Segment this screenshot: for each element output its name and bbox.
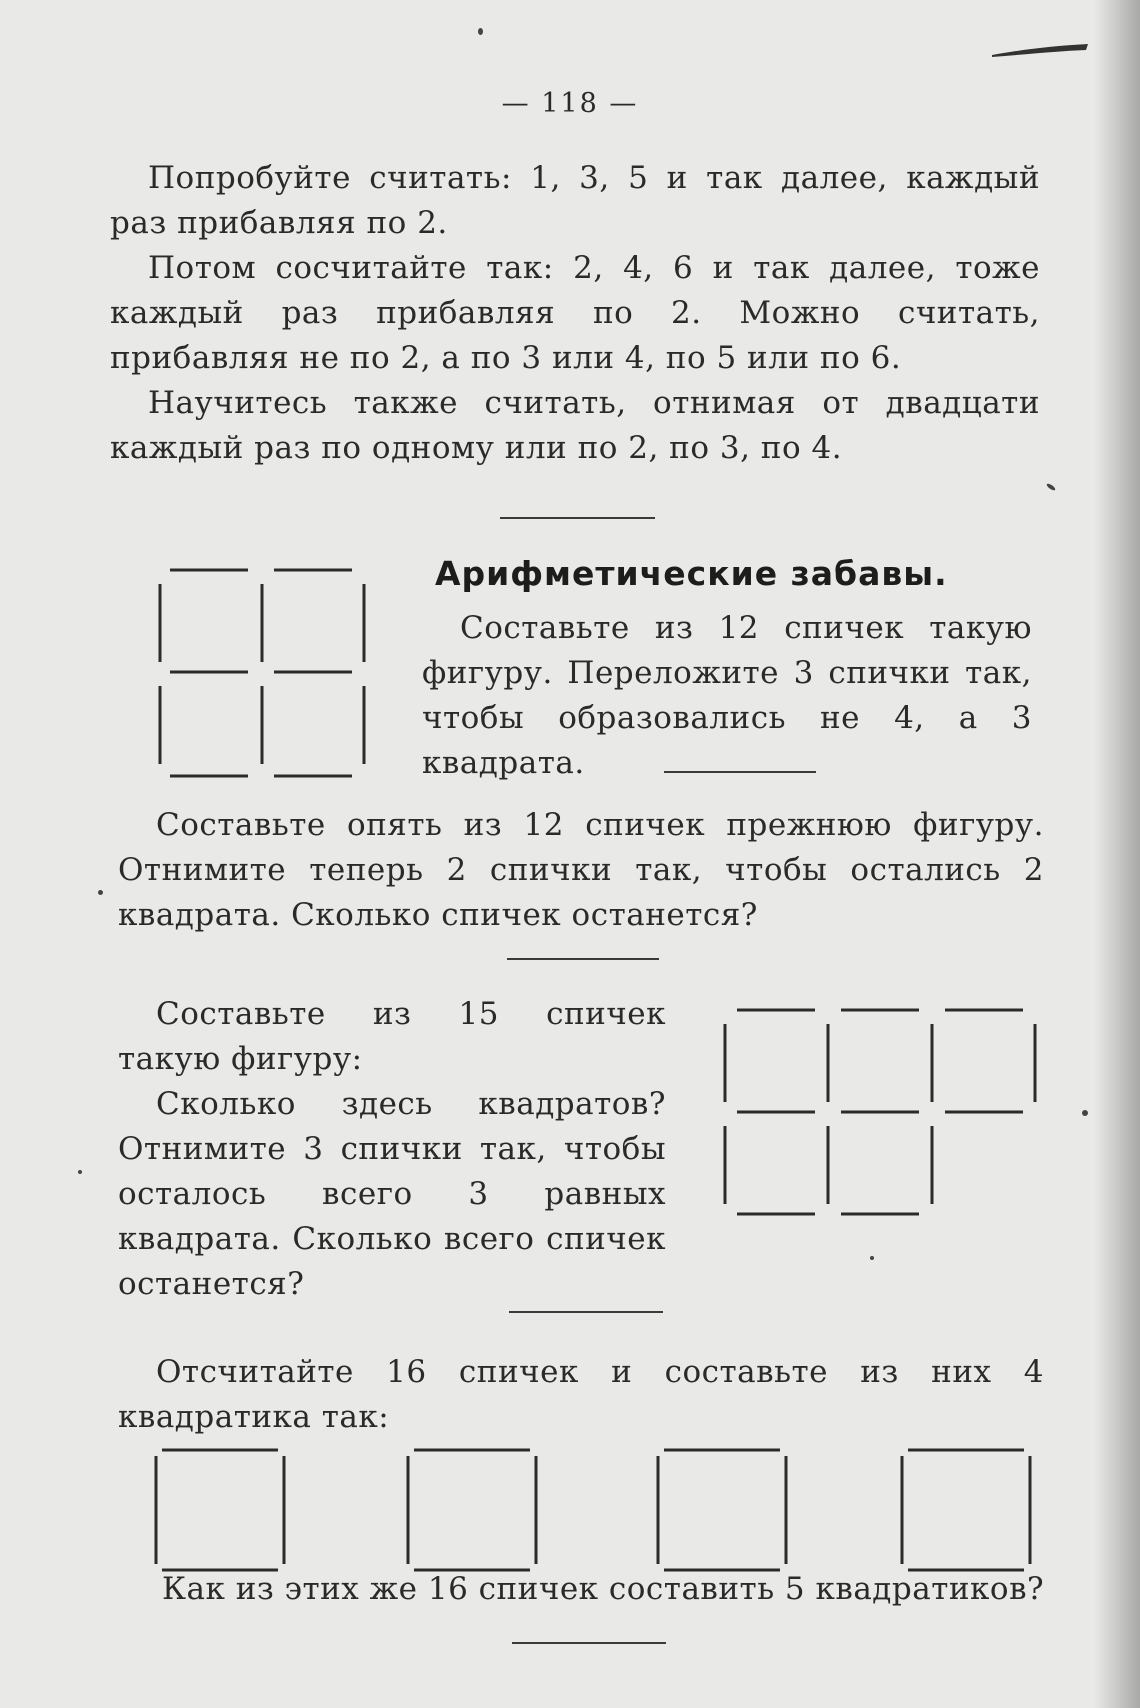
puzzle-1-text — [422, 606, 1032, 786]
section-title: Арифметические забавы. — [435, 554, 948, 593]
divider — [507, 958, 659, 960]
print-speck — [478, 28, 483, 35]
print-speck — [870, 1256, 874, 1260]
margin-scratch-mark — [990, 42, 1090, 58]
puzzle-4-question-text — [162, 1567, 1062, 1612]
divider — [512, 1642, 666, 1644]
text-block-counting — [110, 156, 1040, 471]
divider — [664, 771, 816, 773]
paragraph-count-even: Потом сосчитайте так: 2, 4, 6 и так далее, тоже каждый раз прибавляя по 2. Можно считать, прибавляя не по 2, а по 3 или 4, по 5 или по 6. — [110, 250, 1040, 376]
twelve-match-figure — [150, 560, 380, 790]
paragraph-count-odd: Попробуйте считать: 1, 3, 5 и так далее, каждый раз прибавляя по 2. — [110, 160, 1040, 241]
page-number: — 118 — — [501, 88, 639, 119]
divider — [509, 1311, 663, 1313]
puzzle-2-text — [118, 803, 1044, 938]
square-1 — [156, 1450, 284, 1570]
print-speck — [78, 1170, 82, 1174]
fifteen-match-figure — [715, 996, 1045, 1226]
page-edge-shadow — [1094, 0, 1140, 1708]
square-4 — [902, 1450, 1030, 1570]
square-2 — [408, 1450, 536, 1570]
puzzle-2: Составьте опять из 12 спичек прежнюю фигуру. Отнимите теперь 2 спички так, чтобы остались 2 квадрата. Сколько спичек останется? — [118, 807, 1044, 933]
puzzle-4-intro-text — [118, 1350, 1044, 1440]
puzzle-4-question: Как из этих же 16 спичек составить 5 квадратиков? — [162, 1571, 1045, 1607]
print-speck — [1082, 1110, 1088, 1116]
four-squares-figure — [150, 1440, 1035, 1580]
print-speck — [98, 890, 103, 895]
puzzle-3-line-1: Составьте из 15 спичек такую фигуру: — [118, 996, 666, 1077]
paragraph-count-down: Научитесь также считать, отнимая от двадцати каждый раз по одному или по 2, по 3, по 4. — [110, 385, 1040, 466]
puzzle-4-intro: Отсчитайте 16 спичек и составьте из них 4 квадратика так: — [118, 1354, 1044, 1435]
puzzle-3-line-2: Сколько здесь квадратов? Отнимите 3 спички так, чтобы осталось всего 3 равных квадрата. Сколько всего спичек останется? — [118, 1086, 666, 1302]
print-speck — [1046, 482, 1056, 491]
square-3 — [658, 1450, 786, 1570]
puzzle-1: Составьте из 12 спичек такую фигуру. Переложите 3 спички так, чтобы образовались не 4, а 3 квадрата. — [422, 610, 1032, 781]
puzzle-3-text — [118, 992, 666, 1307]
divider — [500, 517, 655, 519]
